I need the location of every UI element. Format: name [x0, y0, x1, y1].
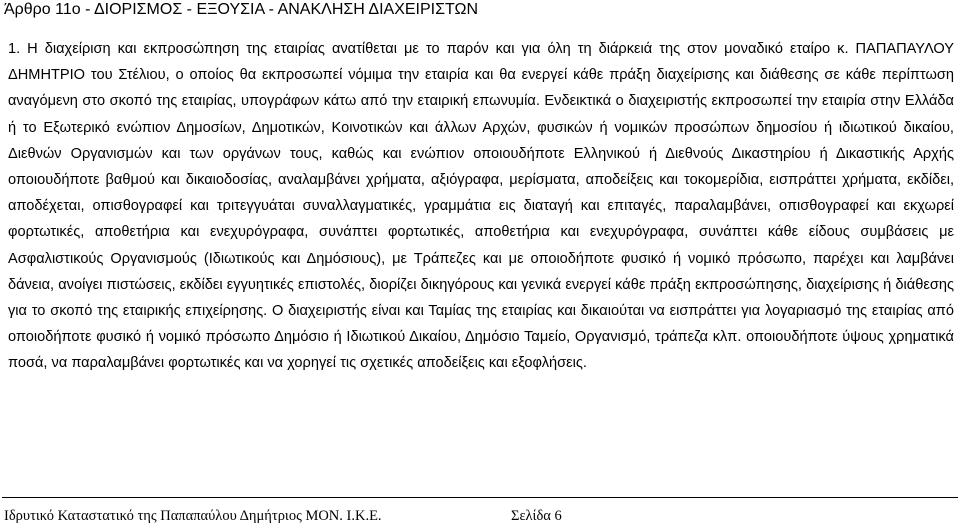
footer-divider: [2, 497, 958, 498]
article-title: Άρθρο 11ο - ΔΙΟΡΙΣΜΟΣ - ΕΞΟΥΣΙΑ - ΑΝΑΚΛΗΣΗ ΔΙΑΧΕΙΡΙΣΤΩΝ: [4, 1, 478, 18]
footer-document-title: Ιδρυτικό Καταστατικό της Παπαπαύλου Δημήτριος ΜΟΝ. Ι.Κ.Ε.: [4, 508, 382, 524]
article-paragraph: 1. Η διαχείριση και εκπροσώπηση της εταιρίας ανατίθεται με το παρόν και για όλη τη διάρκειά της στον μοναδικό εταίρο κ. ΠΑΠΑΠΑΥΛΟΥ ΔΗΜΗΤΡΙΟ του Στέλιου, ο οποίος θα εκπροσωπεί νόμιμα την εταιρία και θα ενεργεί κάθε πράξη διαχείρισης και διάθεσης σε κάθε περίπτωση αναγόμενη στο σκοπό της εταιρίας, υπογράφων κάτω από την εταιρική επωνυμία. Ενδεικτικά ο διαχειριστής εκπροσωπεί την εταιρία στην Ελλάδα ή το Εξωτερικό ενώπιον Δημοσίων, Δημοτικών, Κοινοτικών και άλλων Αρχών, φυσικών ή νομικών προσώπων δημοσίου ή ιδιωτικού δικαίου, Διεθνών Οργανισμών και των οργάνων τους, καθώς και ενώπιον οποιουδήποτε Ελληνικού ή Διεθνούς Δικαστηρίου ή Δικαστικής Αρχής οποιουδήποτε βαθμού και δικαιοδοσίας, αναλαμβάνει χρήματα, αξιόγραφα, μερίσματα, αποδείξεις και τοκομερίδια, εισπράττει χρήματα, εκδίδει, αποδέχεται, οπισθογραφεί και τριτεγγυάται συναλλαγματικές, γραμμάτια εις διαταγή και επιταγές, παραλαμβάνει, οπισθογραφεί και εκχωρεί φορτωτικές, αποθετήρια και ενεχυρόγραφα, συνάπτει φορτωτικές, αποθετήρια και ενεχυρόγραφα, συνάπτει κάθε είδους συμβάσεις με Ασφαλιστικούς Οργανισμούς (Ιδιωτικούς και Δημόσιους), με Τράπεζες και με οποιοδήποτε φυσικό ή νομικό πρόσωπο, παρέχει και λαμβάνει δάνεια, ανοίγει πιστώσεις, εκδίδει εγγυητικές επιστολές, διορίζει δικηγόρους και γενικά ενεργεί κάθε πράξη εκπροσώπησης, διαχείρισης ή διάθεσης για το σκοπό της εταιρικής επιχείρησης. Ο διαχειριστής είναι και Ταμίας της εταιρίας και δικαιούται να εισπράττει για λογαριασμό της εταιρίας από οποιοδήποτε φυσικό ή νομικό πρόσωπο Δημόσιο ή Ιδιωτικού Δικαίου, Δημόσιο Ταμείο, Οργανισμό, τράπεζα κλπ. οποιουδήποτε ύψους χρηματικά ποσά, να παραλαμβάνει φορτωτικές και να χορηγεί τις σχετικές αποδείξεις και εξοφλήσεις.: [8, 41, 954, 372]
footer-page-number: Σελίδα 6: [511, 508, 562, 524]
